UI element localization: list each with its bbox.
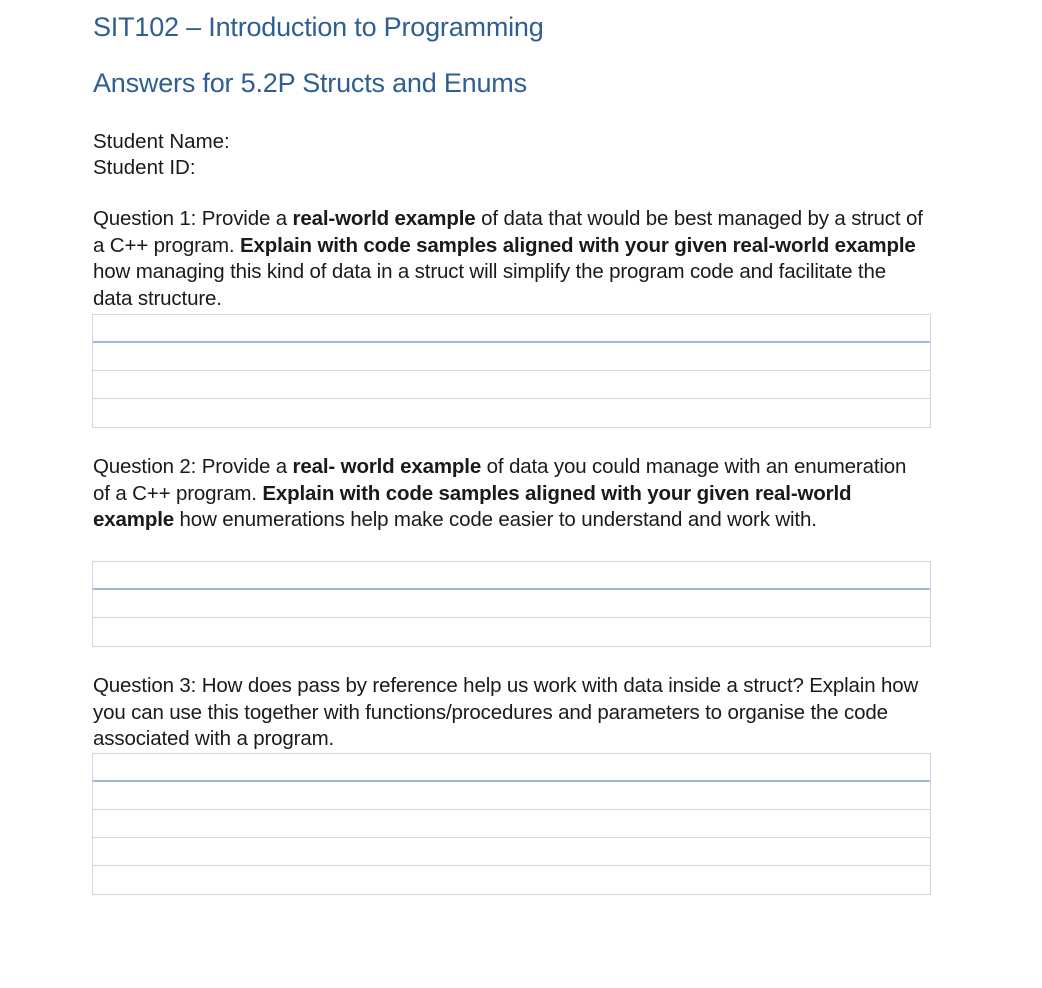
answer-row[interactable] xyxy=(93,315,930,343)
student-name-label: Student Name: xyxy=(93,130,230,153)
course-title: SIT102 – Introduction to Programming xyxy=(93,12,544,42)
student-id-label: Student ID: xyxy=(93,156,196,179)
answer-row[interactable] xyxy=(93,782,930,810)
answer-3-table[interactable] xyxy=(92,753,931,895)
task-title: Answers for 5.2P Structs and Enums xyxy=(93,68,527,98)
q1-bold-1: real-world example xyxy=(292,207,476,230)
answer-row[interactable] xyxy=(93,371,930,399)
answer-row[interactable] xyxy=(93,838,930,866)
question-1 xyxy=(93,206,923,312)
question-3 xyxy=(93,673,923,753)
q1-text-2: of data that would be best managed by a struct of a C++ program. xyxy=(93,207,923,257)
q2-text-1: Question 2: Provide a xyxy=(93,455,293,478)
answer-row[interactable] xyxy=(93,399,930,427)
answer-row[interactable] xyxy=(93,590,930,618)
answer-row[interactable] xyxy=(93,810,930,838)
q2-bold-2: Explain with code samples aligned with your given real-world example xyxy=(93,481,852,531)
answer-row[interactable] xyxy=(93,618,930,646)
answer-2-table[interactable] xyxy=(92,561,931,647)
q2-text-2: of data you could manage with an enumeration of a C++ program. xyxy=(93,455,907,505)
q2-text-3: how enumerations help make code easier to understand and work with. xyxy=(174,508,817,531)
answer-row[interactable] xyxy=(93,866,930,894)
question-2 xyxy=(93,454,923,534)
q3-text-1: Question 3: How does pass by reference help us work with data inside a struct? Explain how you can use this together with functions/procedures and parameters to organise the code associated with a program. xyxy=(93,674,919,750)
answer-row[interactable] xyxy=(93,562,930,590)
q1-bold-2: Explain with code samples aligned with your given real-world example xyxy=(240,233,916,257)
answer-row[interactable] xyxy=(93,343,930,371)
q1-text-3: how managing this kind of data in a struct will simplify the program code and facilitate the data structure. xyxy=(93,260,886,310)
q1-text-1: Question 1: Provide a xyxy=(93,207,293,230)
q2-bold-1: real- world example xyxy=(292,455,482,478)
answer-row[interactable] xyxy=(93,754,930,782)
student-info xyxy=(93,129,230,181)
answer-1-table[interactable] xyxy=(92,314,931,428)
